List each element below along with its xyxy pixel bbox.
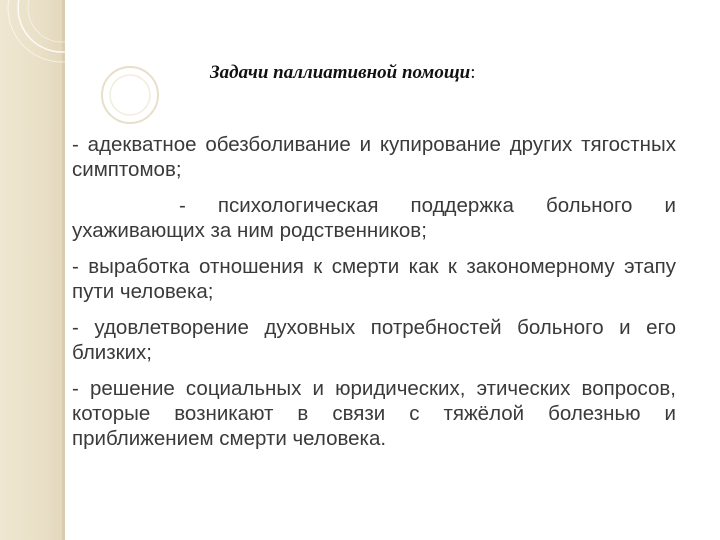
- task-item-spiritual-needs: - удовлетворение духовных потребностей больного и его близких;: [72, 316, 676, 364]
- slide-title: [210, 62, 476, 84]
- title-colon: :: [470, 62, 476, 83]
- band-edge-line: [62, 0, 65, 540]
- title-text: Задачи паллиативной помощи: [210, 62, 471, 83]
- task-item-social-legal-issues: - решение социальных и юридических, этических вопросов, которые возникают в связи с тяжёлой болезнью и приближением смерти человека.: [72, 377, 676, 450]
- left-decorative-band: [0, 0, 62, 540]
- task-list: [72, 132, 682, 462]
- task-item-attitude-to-death: - выработка отношения к смерти как к закономерному этапу пути человека;: [72, 255, 676, 303]
- task-item-pain-relief: - адекватное обезболивание и купирование других тягостных симптомов;: [72, 133, 676, 181]
- task-item-psychological-support: - психологическая поддержка больного и ухаживающих за ним родственников;: [72, 194, 682, 242]
